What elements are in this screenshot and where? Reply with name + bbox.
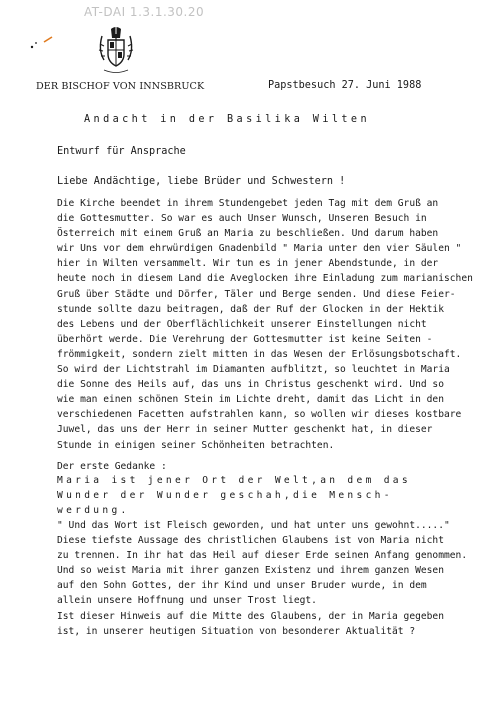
letterhead-occasion: Papstbesuch 27. Juni 1988 bbox=[268, 80, 422, 91]
section-label: Der erste Gedanke : bbox=[57, 461, 167, 472]
text-line: Gruß über Städte und Dörfer, Täler und Berge senden. Und diese Feier- bbox=[57, 288, 456, 300]
thesis-line: Maria ist jener Ort der Welt,an dem das bbox=[57, 475, 411, 486]
text-line: allein unsere Hoffnung und unser Trost liegt. bbox=[57, 595, 317, 607]
text-line: heute noch in diesem Land die Aveglocken ihre Einladung zum marianischen bbox=[57, 273, 473, 285]
text-line: " Und das Wort ist Fleisch geworden, und hat unter uns gewohnt....." bbox=[57, 520, 450, 531]
text-line: zu trennen. In ihr hat das Heil auf dieser Erde seinen Anfang genommen. bbox=[57, 550, 468, 562]
text-line: hier in Wilten versammelt. Wir tun es in jener Abendstunde, in der bbox=[57, 258, 439, 270]
text-line: wir Uns vor dem ehrwürdigen Gnadenbild " Maria unter den vier Säulen " bbox=[57, 243, 462, 255]
text-line: Und so weist Maria mit ihrer ganzen Existenz und ihrem ganzen Wesen bbox=[57, 565, 444, 577]
document-subtitle: Entwurf für Ansprache bbox=[57, 146, 186, 157]
text-line: die Gottesmutter. So war es auch Unser Wunsch, Unseren Besuch in bbox=[57, 213, 427, 225]
text-line: des Lebens und der Oberflächlichkeit unserer Einstellungen nicht bbox=[57, 318, 427, 330]
text-line: die Sonne des Heils auf, das uns in Christus geschenkt wird. Und so bbox=[57, 379, 444, 391]
paragraph-reflection bbox=[57, 518, 467, 639]
bishop-crest-icon bbox=[96, 26, 136, 76]
text-line: verschiedenen Facetten aufstrahlen kann, so wollen wir dieses kostbare bbox=[57, 409, 462, 421]
paragraph-introduction bbox=[57, 196, 473, 453]
text-line: So wird der Lichtstrahl im Diamanten aufblitzt, so leuchtet in Maria bbox=[57, 364, 450, 376]
text-line: ist, in unserer heutigen Situation von besonderer Aktualität ? bbox=[57, 625, 416, 637]
archive-stamp: AT-DAI 1.3.1.30.20 bbox=[84, 5, 205, 19]
pencil-mark bbox=[30, 34, 56, 50]
text-line: Die Kirche beendet in ihrem Stundengebet jeden Tag mit dem Gruß an bbox=[57, 198, 439, 209]
text-line: Juwel, das uns der Herr in seiner Mutter geschenkt hat, in dieser bbox=[57, 424, 433, 436]
text-line: auf den Sohn Gottes, der ihr Kind und unser Bruder wurde, in dem bbox=[57, 580, 427, 592]
thesis-line: werdung. bbox=[57, 505, 130, 517]
text-line: stunde sollte dazu beitragen, daß der Ruf der Glocken in der Hektik bbox=[57, 303, 444, 315]
text-line: frömmigkeit, sondern zielt mitten in das Wesen der Erlösungsbotschaft. bbox=[57, 348, 462, 360]
text-line: wie man einen schönen Stein im Lichte dreht, damit das Licht in den bbox=[57, 394, 444, 406]
text-line: Ist dieser Hinweis auf die Mitte des Glaubens, der in Maria gegeben bbox=[57, 610, 444, 622]
text-line: Stunde in einigen seiner Schönheiten betrachten. bbox=[57, 439, 335, 451]
text-line: Diese tiefste Aussage des christlichen Glaubens ist von Maria nicht bbox=[57, 535, 444, 547]
letterhead-sender: DER BISCHOF VON INNSBRUCK bbox=[36, 81, 205, 92]
document-title: Andacht in der Basilika Wilten bbox=[84, 114, 371, 125]
thesis-line: Wunder der Wunder geschah,die Mensch- bbox=[57, 490, 393, 502]
text-line: überhört werde. Die Verehrung der Gottesmutter ist keine Seiten - bbox=[57, 333, 433, 345]
thesis-statement bbox=[57, 473, 411, 518]
text-line: Österreich mit einem Gruß an Maria zu beschließen. Und darum haben bbox=[57, 228, 439, 240]
salutation: Liebe Andächtige, liebe Brüder und Schwestern ! bbox=[57, 176, 346, 187]
